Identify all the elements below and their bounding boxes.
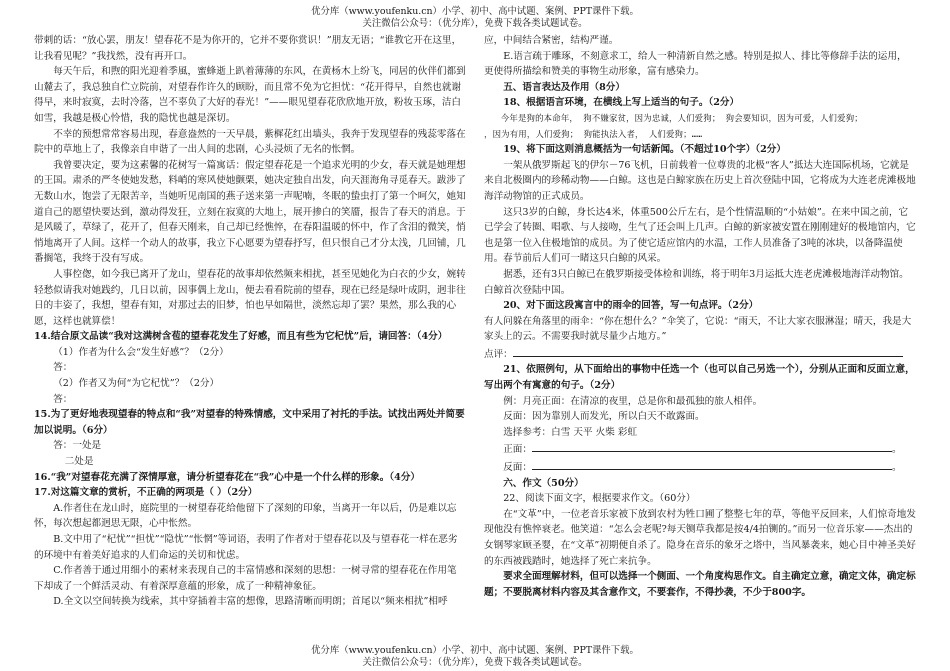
answer-label: 答： (53, 362, 73, 374)
question-20-paragraph: 有人问躲在角落里的雨伞：“你在想什么？”伞笑了，它说：“雨天，不让大家衣服淋湿；晴天，我是大家头上的云。不需要我时就尽量少占地方。” (484, 315, 912, 343)
question-21-options: 选择参考：白雪 天平 火柴 彩虹 (503, 426, 638, 438)
question-20-answer-line (484, 345, 916, 363)
question-22-material: 在“文革”中，一位老音乐家被下放到农村为牲口圃了整整七年的草，等他平反回来，人们惊奇地发现他没有憔悴衰老。他笑道：“怎么会老呢?每天铡草我都是按4/4拍铡的。”而另一位音乐家——杰出的女钢琴家顾圣婴，在“文革”初期便自杀了。隐身在音乐的象牙之塔中，当风暴袭来，她心目中神圣美好的东西被践踏时，她选择了死亡来抗争。 (484, 508, 916, 567)
question-17-option-d: D.全文以空间转换为线索，其中穿插着丰富的想像，思路清晰而明朗；首尾以“频来相扰”相呼 (53, 596, 448, 608)
question-18-handwritten-line: 今年是狗的本命年， 狗不嫌家贫，因为忠诚，人们爱狗； 狗会要知识，因为可爱，人们爱狗； (500, 112, 863, 123)
question-15: 15.为了更好地表现望春的特点和“我”对望春的特殊情感，文中采用了衬托的手法。试找出两处并简要加以说明。（6分） (34, 409, 465, 436)
question-17-option-e: E.语言疏于雕琢，不刻意求工，给人一种清新自然之感。特别是拟人、排比等修辞手法的运用，更使得所描绘和赞美的事物生动形象，富有感染力。 (484, 50, 907, 78)
right-column (484, 33, 916, 643)
answer-blank[interactable] (532, 458, 892, 470)
question-14-part-2: （2）作者又为何“为它杞忧”？（2分） (53, 378, 220, 390)
question-19-paragraph: 据悉，还有3只白鲸已在俄罗斯接受体检和训练，将于明年3月运抵大连老虎滩极地海洋动物馆。白鲸首次登陆中国。 (484, 268, 909, 296)
back-label: 反面： (503, 462, 532, 474)
question-21-back-line: 反面： 。 (484, 458, 916, 476)
question-20: 20、对下面这段寓言中的雨伞的回答，写一句点评。（2分） (503, 300, 759, 312)
footer-line-2: 关注微信公众号：（优分库），免费下载各类试题试卷。 (362, 657, 588, 668)
question-14-part-1: （1）作者为什么会“发生好感”？（2分） (53, 346, 229, 358)
question-17: 17.对这篇文章的赏析，不正确的两项是（ ）（2分） (34, 487, 258, 499)
question-19-paragraph: 这只3岁的白鲸，身长达4米，体重500公斤左右，是个性情温顺的“小姑娘”。在来中国之前，它已学会了转圈、唱歌、与人接吻，生气了还会叫上几声。白鲸的新家被安置在刚刚建好的极地馆内，它也是第一位入住极地馆的成员。为了使它适应馆内的水温，工作人员准备了3吨的冰块，以备降温使用。春节前后人们可一睹这只白鲸的风采。 (484, 206, 916, 265)
question-17-option-d-cont: 应，中间结合紧密，结构严谨。 (484, 35, 619, 46)
comment-label: 点评： (484, 348, 513, 360)
question-18: 18、根据语言环境，在横线上写上适当的句子。（2分） (503, 97, 740, 109)
passage-paragraph: 我曾要决定，要为这素馨的花树写一篇寓话：假定望春花是一个追求光明的少女，春天就是她理想的王国。肃杀的严冬使她发愁，料峭的寒风使她颤栗，她决定独自出发，向天涯海角寻觅春天。跋涉了无数山水，饱尝了无限苦辛，当她听见南国的燕子送来第一声呢喃，冬眠的蛰虫打了第一个呵欠，她知道自己的愿望快要达到，激动得发狂，立刻在寂寞的大地上，展开掺白的笑靥，报告了春天的消息。于是风暖了，草绿了，花开了，但春天刚来，自己却已经憔悴，在春阳温暖的怀中，作了含泪的微笑，悄悄地离开了人间。这样一个动人的故事，我立下心愿要为望春抒写，但只恨自己才分太浅，几回铺，几番搁笔，我终于没有写成。 (34, 159, 466, 265)
section-5-heading: 五、语言表达及作用（8分） (503, 81, 625, 93)
section-6-heading: 六、作文（50分） (503, 477, 584, 489)
answer-label: 答： (53, 393, 73, 405)
footer-line-1: 优分库（www.youfenku.cn）小学、初中、高中试题、案例、PPT课件下载。 (311, 645, 639, 656)
question-22: 22、阅读下面文字，根据要求作文。（60分） (503, 493, 696, 505)
question-16: 16.“我”对望春花充满了深情厚意，请分析望春花在“我”心中是一个什么样的形象。（4分） (34, 471, 421, 483)
question-15-answer-2: 二处是 (64, 456, 94, 468)
question-18-handwritten-line: ，因为有用，人们爱狗； 狗能执法入者， 人们爱狗；…… (484, 128, 703, 139)
question-19-paragraph: 一架从俄罗斯起飞的伊尔－76飞机，日前载着一位尊贵的北极“客人”抵达大连国际机场，它就是来自北极圈内的珍稀动物——白鲸。这也是白鲸家族在历史上首次登陆中国，它将成为大连老虎滩极地海洋动物馆的正式成员。 (484, 159, 916, 202)
question-17-option-c: C.作者善于通过用细小的素材来表现自己的丰富情感和深刻的思想：一树寻常的望春花在作用笔下却成了一个鲜活灵动、有着深厚意蕴的形象，成了一种精神象征。 (34, 565, 457, 592)
question-21-example-1: 例：月亮正面：在清凉的夜里，总是你和最孤独的旅人相伴。 (503, 395, 763, 407)
passage-paragraph: 每天午后，和煦的阳光迎着季風，蜜蜂逝上趴着薄薄的东风，在黄杨木上纷飞，同居的伙伴们都到山麓去了，我总独自伫立院前，对望春作许久的顾盼，而且常不免为它担忧：“花开得早，自然也就谢得早，来时寂寞，去时冷落，岂不辜负了大好的春光！”——眼见望春花欣欣地开放，粉妆玉琢，洁白如雪，我越是极心怜惜，我的隐忧也越是深切。 (34, 66, 466, 124)
answer-blank[interactable] (513, 345, 903, 357)
front-label: 正面： (503, 444, 532, 456)
page-header (0, 6, 950, 30)
question-19: 19、将下面这则消息概括为一句话新闻。（不超过10个字）（2分） (503, 144, 786, 156)
left-column (34, 33, 466, 643)
question-15-answer-1: 答：一处是 (53, 440, 102, 452)
answer-blank[interactable] (532, 440, 892, 452)
question-22-requirements: 要求全面理解材料，但可以选择一个侧面、一个角度构思作文。自主确定立意，确定文体，确定标题；不要脱离材料内容及其含意作文，不要套作，不得抄袭，不少于800字。 (484, 571, 916, 598)
header-line-1: 优分库（www.youfenku.cn）小学、初中、高中试题、案例、PPT课件下载。 (311, 6, 639, 17)
header-line-2: 关注微信公众号：（优分库），免费下载各类试题试卷。 (362, 18, 588, 29)
page-footer (0, 645, 950, 669)
question-21-example-2: 反面：因为靠别人而发光，所以白天不敢露面。 (503, 411, 705, 423)
question-17-option-a: A.作者住在龙山时，庭院里的一树望春花给他留下了深刻的印象，当离开一年以后，仍是难以忘怀，每次想起都迥思无限，心中怅然。 (34, 502, 457, 530)
passage-paragraph: 不幸的预想常常容易出现，春意盎然的一天早晨，紫樨花红出墙头，我奔于发现望春的残蕊零落在院中的草地上了，我像亲自申谐了一出人间的悲剧，心头浸烦了无名的怅惘。 (34, 128, 466, 156)
question-21-front-line: 正面： 。 (484, 440, 916, 458)
passage-paragraph: 带刺的话：“放心罢，朋友！望春花不是为你开的，它并不要你赏识！”朋友无语；“谁教它开在这里，让我看见呢？”我找然，没有再开口。 (34, 35, 462, 62)
question-17-option-b: B.文中用了“杞忧”“担忧”“隐忧”“怅惘”等词语，表明了作者对于望春花以及与望春花一样在恶劣的环境中有着美好追求的人们命运的关切和忧虑。 (34, 534, 458, 561)
passage-paragraph: 人事倥偬，如今我已离开了龙山，望春花的故事却依然频来相扰，甚至见她化为白衣的少女，婉转轻愁似请我对她践约，几日以前，因事偶上龙山，便去看看院前的望春，现在已经是绿叶成阴，迥非往日的丰姿了，我想，望春有知，对那过去的旧梦，怕也早如隔世，淡然忘却了罢？果然，那么我的心愿，这样也就算偿！ (34, 268, 466, 327)
question-14: 14.结合原文品读“我对这满树含苞的望春花发生了好感，而且有些为它杞忧”后，请回答：（4分） (34, 331, 448, 343)
question-21: 21、依照例句，从下面给出的事物中任选一个（也可以自己另选一个），分别从正面和反面立意，写出两个有寓意的句子。（2分） (484, 364, 915, 392)
